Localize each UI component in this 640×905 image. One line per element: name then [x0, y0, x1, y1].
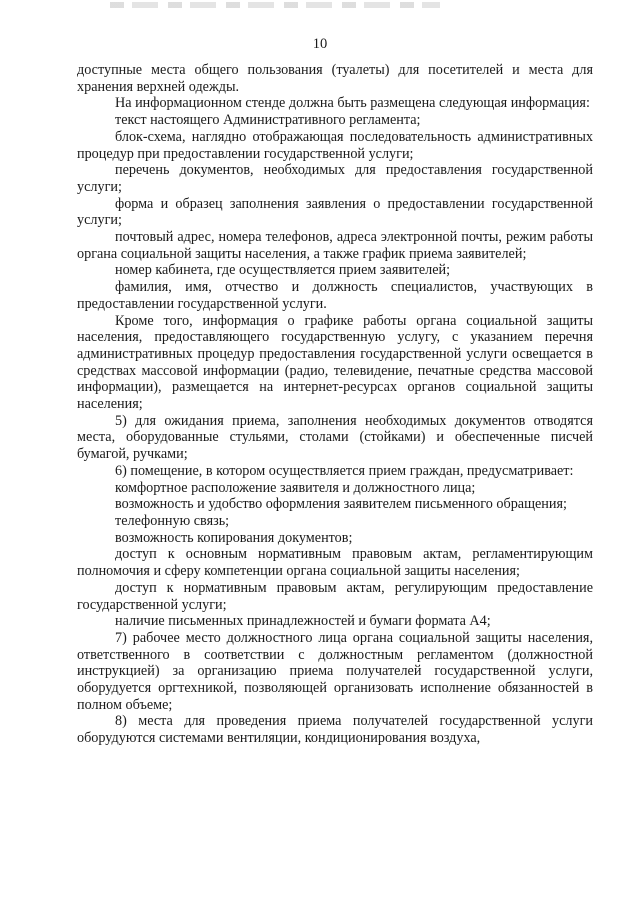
paragraph: 5) для ожидания приема, заполнения необходимых документов отводятся места, оборудованные стульями, столами (стойками) и обеспеченные писчей бумагой, ручками;	[77, 412, 593, 463]
paragraph: телефонную связь;	[115, 512, 230, 529]
paragraph: номер кабинета, где осуществляется прием заявителей;	[115, 262, 451, 279]
scan-header-artifact	[110, 2, 440, 8]
paragraph: 7) рабочее место должностного лица органа социальной защиты населения, ответственного в соответствии с должностным регламентом (должностной инструкцией) за организацию приема получателей государственной услуги, оборудуется оргтехникой, позволяющей организовать исполнение обязанностей в полном объеме;	[77, 629, 593, 713]
paragraph: блок-схема, наглядно отображающая последовательность административных процедур при предоставлении государственной услуги;	[77, 128, 593, 162]
paragraph: почтовый адрес, номера телефонов, адреса электронной почты, режим работы органа социальной защиты населения, а также график приема заявителей;	[77, 229, 593, 262]
paragraph: форма и образец заполнения заявления о предоставлении государственной услуги;	[77, 195, 593, 229]
paragraph: возможность копирования документов;	[115, 529, 353, 546]
paragraph: 6) помещение, в котором осуществляется прием граждан, предусматривает:	[115, 462, 574, 479]
paragraph: перечень документов, необходимых для предоставления государственной услуги;	[77, 162, 593, 195]
paragraph: 8) места для проведения приема получателей государственной услуги оборудуются системами вентиляции, кондиционирования воздуха,	[77, 713, 593, 747]
paragraph: текст настоящего Административного регламента;	[115, 112, 421, 129]
paragraph: фамилия, имя, отчество и должность специалистов, участвующих в предоставлении государственной услуги.	[77, 279, 593, 312]
paragraph: доступные места общего пользования (туалеты) для посетителей и места для хранения верхней одежды.	[77, 62, 593, 95]
paragraph: Кроме того, информация о графике работы органа социальной защиты населения, предоставляющего государственную услугу, с указанием перечня административных процедур предоставления государственной услуги освещается в средствах массовой информации (радио, телевидение, печатные средства массовой информации), размещается на интернет-ресурсах органов социальной защиты населения;	[77, 312, 593, 413]
page-number: 10	[312, 36, 328, 52]
paragraph: доступ к основным нормативным правовым актам, регламентирующим полномочия и сферу компетенции органа социальной защиты населения;	[77, 546, 593, 580]
paragraph: возможность и удобство оформления заявителем письменного обращения;	[115, 496, 567, 513]
paragraph: комфортное расположение заявителя и должностного лица;	[115, 479, 476, 496]
paragraph: На информационном стенде должна быть размещена следующая информация:	[115, 95, 590, 112]
paragraph: доступ к нормативным правовым актам, регулирующим предоставление государственной услуги;	[77, 579, 593, 613]
paragraph: наличие письменных принадлежностей и бумаги формата А4;	[115, 613, 491, 630]
document-body	[77, 62, 593, 747]
